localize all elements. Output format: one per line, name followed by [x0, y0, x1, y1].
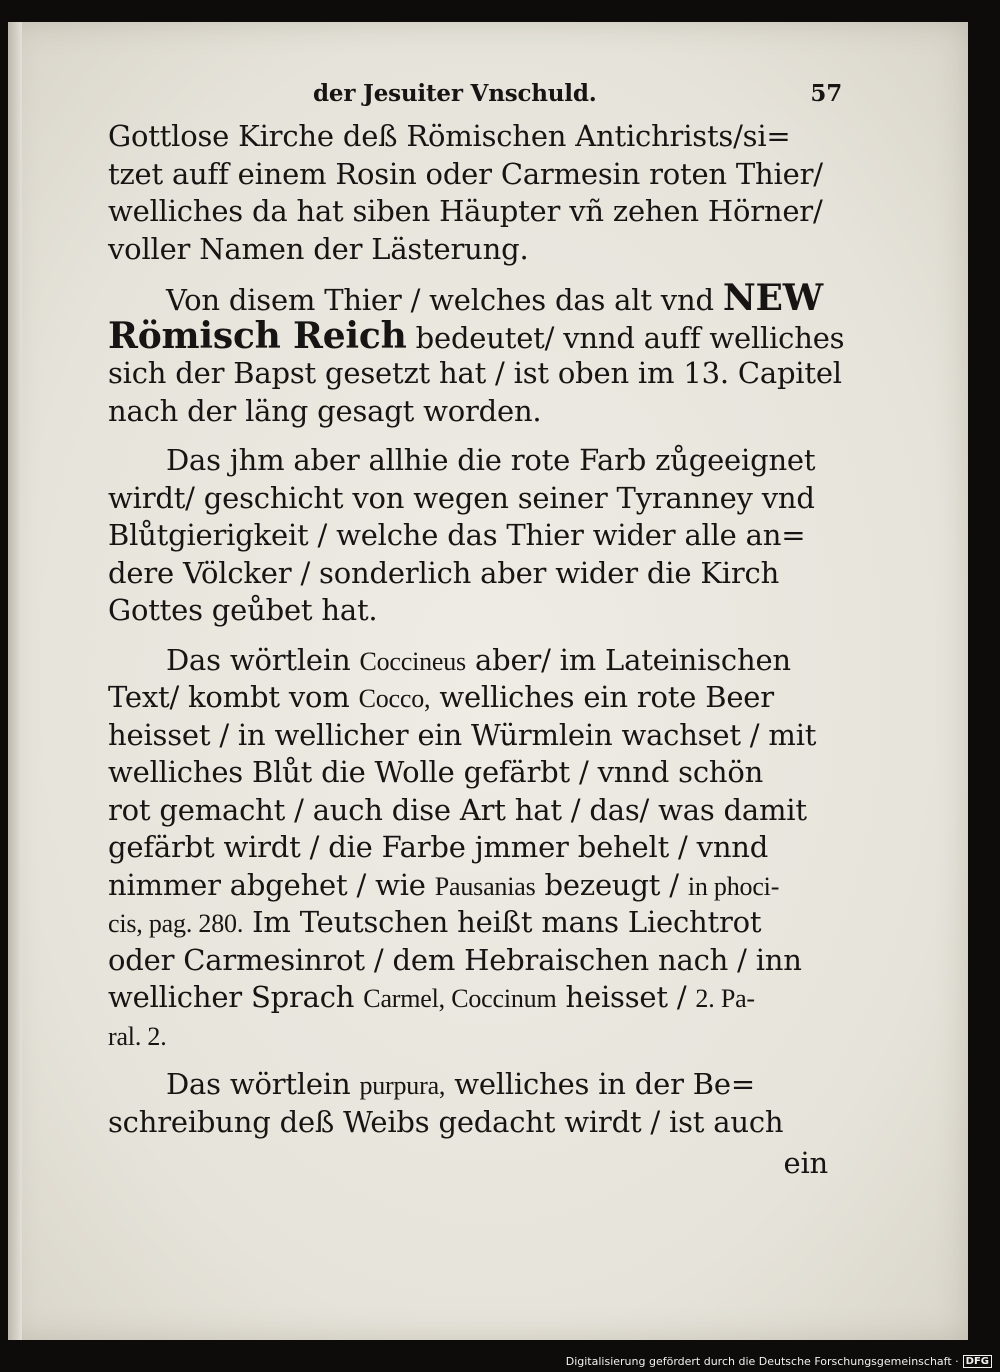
text-line: Von disem Thier / welches das alt vnd NEW: [166, 277, 824, 319]
text-line: gefärbt wirdt / die Farbe jmmer behelt / vnnd: [108, 830, 769, 864]
text-line: Blůtgierigkeit / welche das Thier wider alle an=: [108, 518, 806, 552]
text-line: oder Carmesinrot / dem Hebraischen nach / inn: [108, 942, 802, 977]
text-line: tzet auff einem Rosin oder Carmesin roten Thier/: [108, 156, 823, 191]
text-line: Gottlose Kirche deß Römischen Antichrists/si=: [108, 119, 791, 153]
paragraph: [108, 118, 828, 268]
text-line: heisset / in wellicher ein Würmlein wachset / mit: [108, 717, 817, 752]
text-line: Das jhm aber allhie die rote Farb zůgeeignet: [166, 443, 816, 477]
text-line: nach der läng gesagt worden.: [108, 393, 542, 428]
text-line: schreibung deß Weibs gedacht wirdt / ist auch: [108, 1104, 784, 1139]
text-line: cis, pag. 280. Im Teutschen heißt mans Liechtrot: [108, 905, 762, 939]
running-title: der Jesuiter Vnschuld.: [313, 80, 597, 107]
footer-credit: Digitalisierung gefördert durch die Deutsche Forschungsgemeinschaft ·: [565, 1355, 959, 1368]
paragraph: [108, 1066, 828, 1141]
text-line: welliches da hat siben Häupter vñ zehen Hörner/: [108, 194, 823, 228]
paragraph: [108, 277, 845, 430]
text-line: welliches Blůt die Wolle gefärbt / vnnd schön: [108, 755, 764, 789]
digitization-footer: [566, 1355, 992, 1368]
paragraph: [108, 442, 828, 630]
text-line: nimmer abgehet / wie Pausanias bezeugt / in phoci-: [108, 867, 780, 902]
text-line: dere Völcker / sonderlich aber wider die Kirch: [108, 555, 780, 590]
page-text-block: [108, 80, 845, 1183]
text-line: Das wörtlein purpura, welliches in der Be=: [166, 1067, 755, 1101]
text-line: ral. 2.: [108, 1021, 167, 1051]
page-number: 57: [810, 80, 842, 107]
text-line: voller Namen der Lästerung.: [108, 231, 529, 266]
text-line: Römisch Reich bedeutet/ vnnd auff welliches: [108, 314, 845, 357]
running-header: [313, 80, 842, 118]
dfg-logo: DFG: [963, 1355, 992, 1368]
page-gutter-shadow: [8, 22, 22, 1340]
text-line: Das wörtlein Coccineus aber/ im Lateinischen: [166, 642, 791, 677]
catchword: ein: [783, 1146, 828, 1180]
text-line: sich der Bapst gesetzt hat / ist oben im 13. Capitel: [108, 356, 842, 390]
text-line: rot gemacht / auch dise Art hat / das/ was damit: [108, 792, 807, 827]
book-page: [8, 22, 968, 1340]
text-line: Text/ kombt vom Cocco, welliches ein rote Beer: [108, 680, 774, 714]
paragraph: [108, 642, 828, 1055]
text-line: wirdt/ geschicht von wegen seiner Tyranney vnd: [108, 480, 815, 515]
text-line: Gottes geůbet hat.: [108, 593, 378, 627]
text-line: wellicher Sprach Carmel, Coccinum heisset / 2. Pa-: [108, 980, 755, 1014]
